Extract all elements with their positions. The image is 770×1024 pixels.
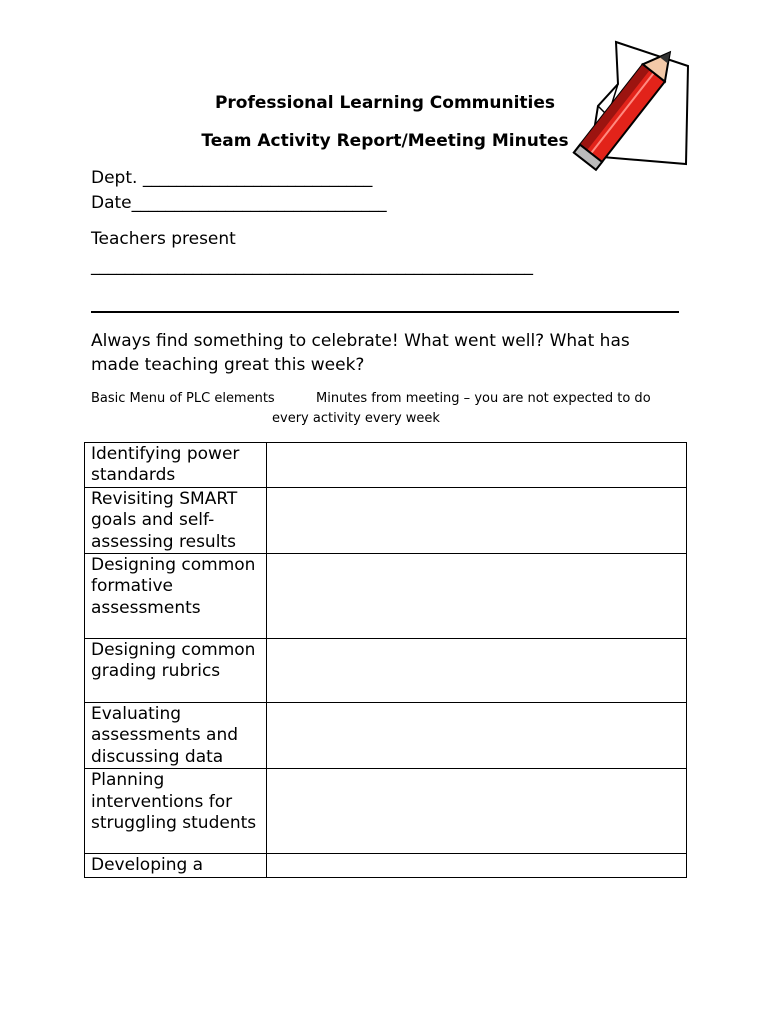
minutes-cell[interactable] [267,854,687,877]
divider-line [91,311,679,313]
minutes-heading-line1: Minutes from meeting – you are not expected to do [316,391,651,406]
table-row [85,443,687,488]
teachers-present-label: Teachers present [91,229,236,249]
minutes-heading-line2: every activity every week [272,411,440,426]
row-label: Identifying power standards [85,443,267,488]
dept-field[interactable]: Dept. ___________________________ [91,168,373,188]
pencil-paper-icon [568,36,698,181]
table-row [85,487,687,553]
title-line-1: Professional Learning Communities [214,93,556,113]
table-row [85,554,687,639]
row-label: Designing common grading rubrics [85,639,267,703]
table-row [85,703,687,769]
minutes-cell[interactable] [267,487,687,553]
row-label: Designing common formative assessments [85,554,267,639]
teachers-present-field[interactable]: ____________________________________________________ [91,256,533,276]
minutes-cell[interactable] [267,769,687,854]
title-line-2: Team Activity Report/Meeting Minutes [201,131,569,151]
celebrate-prompt: Always find something to celebrate! What went well? What has made teaching great this week? [91,331,630,375]
table-row [85,854,687,877]
row-label: Developing a [85,854,267,877]
minutes-cell[interactable] [267,443,687,488]
minutes-cell[interactable] [267,703,687,769]
row-label: Revisiting SMART goals and self-assessing results [85,487,267,553]
row-label: Planning interventions for struggling students [85,769,267,854]
row-label: Evaluating assessments and discussing data [85,703,267,769]
menu-heading: Basic Menu of PLC elements [91,391,275,406]
date-field[interactable]: Date______________________________ [91,193,387,213]
table-row [85,639,687,703]
table-row [85,769,687,854]
plc-elements-table [84,442,687,878]
minutes-cell[interactable] [267,554,687,639]
minutes-cell[interactable] [267,639,687,703]
